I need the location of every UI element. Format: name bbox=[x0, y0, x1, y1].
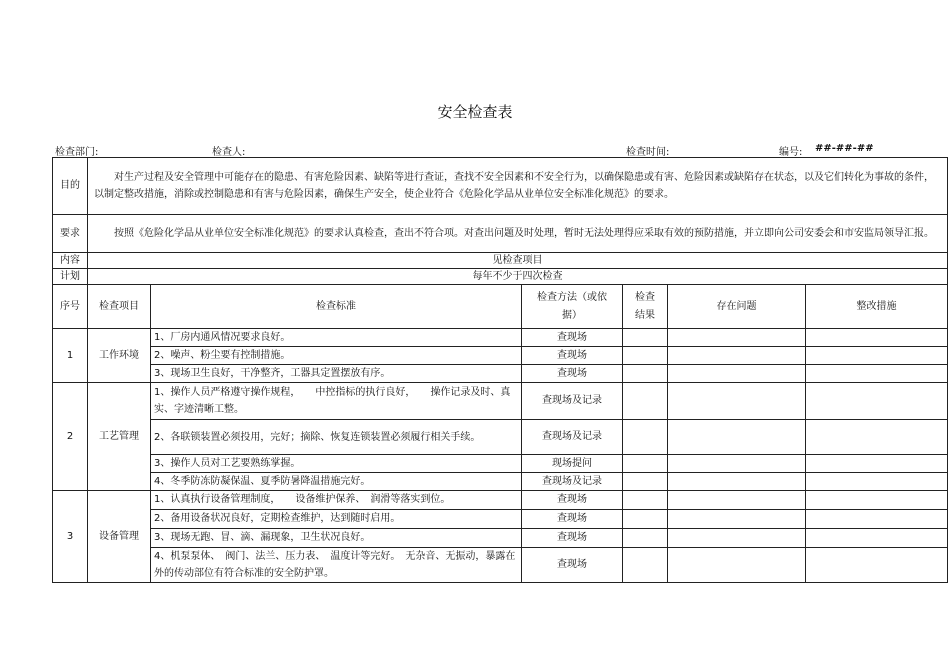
check-fix[interactable] bbox=[806, 548, 948, 583]
check-seq: 2 bbox=[53, 383, 88, 491]
check-row bbox=[53, 383, 948, 420]
check-method: 现场提问 bbox=[522, 455, 623, 473]
check-fix[interactable] bbox=[806, 383, 948, 420]
check-problem[interactable] bbox=[668, 473, 806, 491]
check-fix[interactable] bbox=[806, 491, 948, 510]
check-standard: 3、现场卫生良好，干净整齐，工器具定置摆放有序。 bbox=[151, 365, 522, 383]
header-standard: 检查标准 bbox=[151, 285, 522, 329]
check-problem[interactable] bbox=[668, 347, 806, 365]
check-fix[interactable] bbox=[806, 365, 948, 383]
check-fix[interactable] bbox=[806, 329, 948, 347]
check-fix[interactable] bbox=[806, 473, 948, 491]
check-method: 查现场 bbox=[522, 365, 623, 383]
check-seq: 1 bbox=[53, 329, 88, 383]
check-problem[interactable] bbox=[668, 455, 806, 473]
check-result[interactable] bbox=[623, 510, 668, 529]
check-method: 查现场及记录 bbox=[522, 383, 623, 420]
check-result[interactable] bbox=[623, 365, 668, 383]
code-value: ##-##-## bbox=[815, 143, 874, 154]
purpose-label: 目的 bbox=[53, 158, 88, 215]
header-method: 检查方法（或依据） bbox=[522, 285, 623, 329]
plan-value: 每年不少于四次检查 bbox=[88, 269, 948, 285]
check-result[interactable] bbox=[623, 329, 668, 347]
check-row bbox=[53, 491, 948, 510]
check-method: 查现场 bbox=[522, 548, 623, 583]
check-standard: 3、现场无跑、冒、滴、漏现象，卫生状况良好。 bbox=[151, 529, 522, 548]
requirement-row bbox=[53, 215, 948, 253]
check-result[interactable] bbox=[623, 455, 668, 473]
check-fix[interactable] bbox=[806, 347, 948, 365]
check-row bbox=[53, 365, 948, 383]
check-standard: 4、冬季防冻防凝保温、夏季防暑降温措施完好。 bbox=[151, 473, 522, 491]
check-row bbox=[53, 548, 948, 583]
check-result[interactable] bbox=[623, 529, 668, 548]
check-fix[interactable] bbox=[806, 529, 948, 548]
purpose-row bbox=[53, 158, 948, 215]
header-row bbox=[53, 285, 948, 329]
header-result: 检查结果 bbox=[623, 285, 668, 329]
header-problem: 存在问题 bbox=[668, 285, 806, 329]
check-method: 查现场及记录 bbox=[522, 473, 623, 491]
header-seq: 序号 bbox=[53, 285, 88, 329]
content-row bbox=[53, 253, 948, 269]
check-standard: 2、噪声、粉尘要有控制措施。 bbox=[151, 347, 522, 365]
check-row bbox=[53, 473, 948, 491]
check-row bbox=[53, 455, 948, 473]
check-result[interactable] bbox=[623, 383, 668, 420]
header-item: 检查项目 bbox=[88, 285, 151, 329]
check-problem[interactable] bbox=[668, 548, 806, 583]
check-method: 查现场 bbox=[522, 510, 623, 529]
check-result[interactable] bbox=[623, 473, 668, 491]
check-row bbox=[53, 510, 948, 529]
check-problem[interactable] bbox=[668, 365, 806, 383]
check-seq: 3 bbox=[53, 491, 88, 583]
check-standard: 2、各联锁装置必须投用，完好；摘除、恢复连锁装置必须履行相关手续。 bbox=[151, 420, 522, 455]
check-problem[interactable] bbox=[668, 510, 806, 529]
check-standard: 1、认真执行设备管理制度， 设备维护保养、 润滑等落实到位。 bbox=[151, 491, 522, 510]
check-problem[interactable] bbox=[668, 491, 806, 510]
check-problem[interactable] bbox=[668, 329, 806, 347]
header-fix: 整改措施 bbox=[806, 285, 948, 329]
check-item: 设备管理 bbox=[88, 491, 151, 583]
check-standard: 3、操作人员对工艺要熟练掌握。 bbox=[151, 455, 522, 473]
check-result[interactable] bbox=[623, 347, 668, 365]
dept-label: 检查部门: bbox=[55, 147, 99, 158]
check-fix[interactable] bbox=[806, 510, 948, 529]
check-row bbox=[53, 347, 948, 365]
plan-row bbox=[53, 269, 948, 285]
page-title: 安全检查表 bbox=[437, 103, 513, 121]
time-label: 检查时间: bbox=[626, 147, 670, 158]
check-problem[interactable] bbox=[668, 529, 806, 548]
check-item: 工艺管理 bbox=[88, 383, 151, 491]
check-fix[interactable] bbox=[806, 420, 948, 455]
check-row bbox=[53, 420, 948, 455]
purpose-text: 对生产过程及安全管理中可能存在的隐患、有害危险因素、缺陷等进行查证，查找不安全因素和不安全行为，以确保隐患或有害、危险因素或缺陷存在状态，以及它们转化为事故的条件，以制定整改措施，消除或控制隐患和有害与危险因素，确保生产安全，使企业符合《危险化学品从业单位安全标准化规范》的要求。 bbox=[88, 158, 948, 215]
check-standard: 1、操作人员严格遵守操作规程， 中控指标的执行良好， 操作记录及时、真实、字迹清晰工整。 bbox=[151, 383, 522, 420]
content-value: 见检查项目 bbox=[88, 253, 948, 269]
check-method: 查现场及记录 bbox=[522, 420, 623, 455]
check-method: 查现场 bbox=[522, 329, 623, 347]
check-standard: 4、机泵泵体、 阀门、法兰、压力表、 温度计等完好。 无杂音、无振动，暴露在外的传动部位有符合标准的安全防护罩。 bbox=[151, 548, 522, 583]
check-result[interactable] bbox=[623, 548, 668, 583]
requirement-label: 要求 bbox=[53, 215, 88, 253]
requirement-text: 按照《危险化学品从业单位安全标准化规范》的要求认真检查，查出不符合项。对查出问题及时处理，暂时无法处理得应采取有效的预防措施，并立即向公司安委会和市安监局领导汇报。 bbox=[88, 215, 948, 253]
check-row bbox=[53, 529, 948, 548]
check-item: 工作环境 bbox=[88, 329, 151, 383]
check-problem[interactable] bbox=[668, 383, 806, 420]
check-method: 查现场 bbox=[522, 529, 623, 548]
check-method: 查现场 bbox=[522, 491, 623, 510]
check-result[interactable] bbox=[623, 420, 668, 455]
check-problem[interactable] bbox=[668, 420, 806, 455]
check-standard: 2、备用设备状况良好，定期检查维护，达到随时启用。 bbox=[151, 510, 522, 529]
content-label: 内容 bbox=[53, 253, 88, 269]
check-fix[interactable] bbox=[806, 455, 948, 473]
check-row bbox=[53, 329, 948, 347]
plan-label: 计划 bbox=[53, 269, 88, 285]
check-result[interactable] bbox=[623, 491, 668, 510]
inspector-label: 检查人: bbox=[212, 147, 246, 158]
check-standard: 1、厂房内通风情况要求良好。 bbox=[151, 329, 522, 347]
check-method: 查现场 bbox=[522, 347, 623, 365]
code-label: 编号: bbox=[779, 147, 803, 158]
inspection-table bbox=[52, 157, 948, 583]
